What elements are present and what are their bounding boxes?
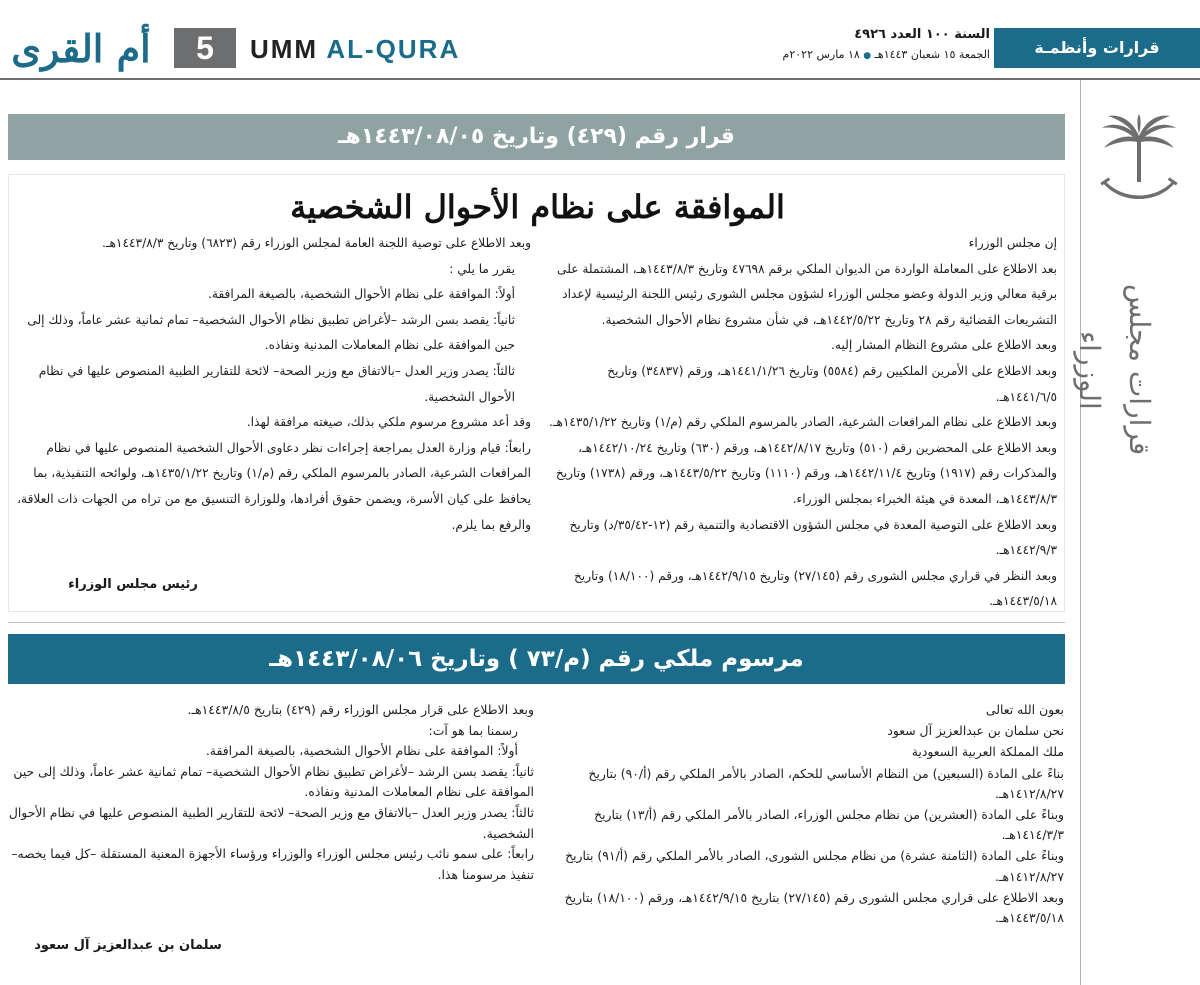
decision-body — [8, 174, 1065, 612]
clause-first: أولاً: الموافقة على نظام الأحوال الشخصية، بالصيغة المرافقة. — [205, 743, 518, 759]
clause-second: ثانياً: يقصد بسن الرشد –لأغراض تطبيق نظام الأحوال الشخصية– تمام ثمانية عشر عاماً، وذلك إلى حين الموافقة على نظام المعاملات المدنية ونفاذه. — [27, 312, 515, 353]
decree-heading: رسمنا بما هو آت: — [428, 722, 518, 738]
king-signature: سلمان بن عبدالعزيز آل سعود — [34, 938, 222, 953]
clause-third: ثالثاً: يصدر وزير العدل –بالاتفاق مع وزير الصحة– لائحة للتقارير الطبية المنصوص عليها في نظام الأحوال الشخصية. — [8, 804, 534, 841]
paragraph: وبعد الاطلاع على مشروع النظام المشار إليه. — [831, 338, 1057, 353]
paragraph: نحن سلمان بن عبدالعزيز آل سعود — [887, 723, 1064, 739]
page-number: 5 — [174, 28, 236, 68]
clause-fourth: رابعاً: على سمو نائب رئيس مجلس الوزراء والوزراء ورؤساء الأجهزة المعنية المستقلة –كل فيما يخصه– تنفيذ مرسومنا هذا. — [11, 846, 534, 882]
paragraph: وبعد الاطلاع على قراري مجلس الشورى رقم (٢٧/١٤٥) بتاريخ ١٤٤٢/٩/١٥هـ، ورقم (١٨/١٠٠) بتاريخ ١٤٤٣/٥/١٨هـ. — [564, 889, 1064, 926]
masthead — [0, 0, 1200, 80]
paragraph: بعد الاطلاع على المعاملة الواردة من الديوان الملكي برقم ٤٧٦٩٨ وتاريخ ١٤٤٣/٨/٣هـ، المشتملة على برقية معالي وزير الدولة وعضو مجلس الوزراء لشؤون مجلس الشورى رئيس اللجنة الرئيسية لإعداد التشريعات القضائية رقم ٢٨ وتاريخ ١٤٤٢/٥/٢٢هـ، في شأن مشروع نظام الأحوال الشخصية. — [557, 261, 1057, 327]
umm-al-qura-english-logo — [250, 34, 460, 64]
date-gregorian: ١٨ مارس ٢٠٢٢م — [782, 48, 860, 61]
decision-left-column — [17, 231, 531, 538]
issue-info — [758, 26, 990, 64]
paragraph: ملك المملكة العربية السعودية — [911, 744, 1064, 760]
sidebar-divider — [1080, 80, 1081, 985]
clause-third: ثالثاً: يصدر وزير العدل –بالاتفاق مع وزير الصحة– لائحة للتقارير الطبية المنصوص عليها في نظام الأحوال الشخصية. — [38, 363, 515, 404]
paragraph: وبعد الاطلاع على المحضرين رقم (٥١٠) وتاريخ ١٤٤٢/٨/١٧هـ، ورقم (٦٣٠) وتاريخ ١٤٤٢/١٠/٢٤هـ، والمذكرات رقم (١٩١٧) وتاريخ ١٤٤٢/١١/٤هـ، ورقم (١١١٠) وتاريخ ١٤٤٣/٥/٢٢هـ، ورقم (١٧٣٨) وتاريخ ١٤٤٣/٨/٣هـ، المعدة في هيئة الخبراء بمجلس الوزراء. — [555, 440, 1057, 506]
decision-banner: قرار رقم (٤٢٩) وتاريخ ١٤٤٣/٠٨/٠٥هـ — [8, 114, 1065, 160]
decree-banner: مرسوم ملكي رقم (م/٧٣ ) وتاريخ ١٤٤٣/٠٨/٠٦هـ — [8, 634, 1065, 684]
decree-left-column — [8, 700, 534, 885]
logo-en-alqura: AL-QURA — [326, 34, 461, 64]
sidebar-title: قرارات مجلس الوزراء — [1073, 284, 1156, 456]
header-divider — [0, 78, 1200, 80]
decision-right-column — [545, 231, 1057, 615]
paragraph: وبعد الاطلاع على نظام المرافعات الشرعية، الصادر بالمرسوم الملكي رقم (م/١) وتاريخ ١٤٣٥/١/٢٢هـ. — [549, 415, 1057, 430]
bullet-dot-icon: ● — [863, 51, 872, 61]
umm-al-qura-arabic-logo: أم القرى — [11, 26, 151, 71]
decree-right-column — [546, 700, 1064, 929]
pm-signature: رئيس مجلس الوزراء — [68, 577, 198, 592]
issue-number: السنة ١٠٠ العدد ٤٩٢٦ — [854, 27, 990, 42]
decision-title: الموافقة على نظام الأحوال الشخصية — [290, 188, 785, 226]
paragraph: إن مجلس الوزراء — [968, 236, 1057, 250]
paragraph: وبعد الاطلاع على توصية اللجنة العامة لمجلس الوزراء رقم (٦٨٢٣) وتاريخ ١٤٤٣/٨/٣هـ. — [102, 236, 531, 250]
paragraph: وبعد الاطلاع على قرار مجلس الوزراء رقم (٤٢٩) بتاريخ ١٤٤٣/٨/٥هـ. — [187, 702, 534, 717]
paragraph: بناءً على المادة (السبعين) من النظام الأساسي للحكم، الصادر بالأمر الملكي رقم (أ/٩٠) بتاريخ ١٤١٢/٨/٢٧هـ. — [588, 765, 1064, 801]
paragraph: وبناءً على المادة (الثامنة عشرة) من نظام مجلس الشورى، الصادر بالأمر الملكي رقم (أ/٩١) بتاريخ ١٤١٢/٨/٢٧هـ. — [565, 848, 1064, 884]
paragraph: بعون الله تعالى — [985, 702, 1064, 717]
clause-second: ثانياً: يقصد بسن الرشد –لأغراض تطبيق نظام الأحوال الشخصية– تمام ثمانية عشر عاماً، وذلك إلى حين الموافقة على نظام المعاملات المدنية ونفاذه. — [13, 763, 534, 800]
clause-fourth: رابعاً: قيام وزارة العدل بمراجعة إجراءات نظر دعاوى الأحوال الشخصية المنصوص عليها في نظام المرافعات الشرعية، الصادر بالمرسوم الملكي رقم (م/١) وتاريخ ١٤٣٥/١/٢٢هـ، ولوائحه التنفيذية، بما يحافظ على كيان الأسرة، ويضمن حقوق أفرادها، وللوزارة التنسيق مع من تراه من الجهات ذات العلاقة، والرفع بما يلزم. — [17, 440, 531, 532]
paragraph: وقد أعد مشروع مرسوم ملكي بذلك، صيغته مرافقة لهذا. — [246, 415, 531, 430]
paragraph: وبعد النظر في قراري مجلس الشورى رقم (٢٧/١٤٥) وتاريخ ١٤٤٢/٩/١٥هـ، ورقم (١٨/١٠٠) وتاريخ ١٤٤٣/٥/١٨هـ. — [573, 568, 1057, 609]
date-hijri: الجمعة ١٥ شعبان ١٤٤٣هـ — [874, 48, 990, 61]
resolves-heading: يقرر ما يلي : — [449, 261, 515, 276]
sidebar — [1073, 80, 1200, 985]
section-label: قرارات وأنظمـة — [994, 28, 1200, 68]
logo-en-umm: UMM — [250, 34, 319, 64]
paragraph: وبعد الاطلاع على التوصية المعدة في مجلس الشؤون الاقتصادية والتنمية رقم (١٢-٣٥/٤٢/د) وتاريخ ١٤٤٢/٩/٣هـ. — [569, 517, 1057, 558]
paragraph: وبناءً على المادة (العشرين) من نظام مجلس الوزراء، الصادر بالأمر الملكي رقم (أ/١٣) بتاريخ ١٤١٤/٣/٣هـ. — [594, 807, 1064, 843]
paragraph: وبعد الاطلاع على الأمرين الملكيين رقم (٥٥٨٤) وتاريخ ١٤٤١/١/٢٦هـ، ورقم (٣٤٨٣٧) وتاريخ ١٤٤١/٦/٥هـ. — [607, 363, 1057, 404]
issue-date — [758, 47, 990, 64]
section-divider — [8, 622, 1065, 623]
clause-first: أولاً: الموافقة على نظام الأحوال الشخصية، بالصيغة المرافقة. — [207, 287, 515, 302]
saudi-emblem-icon — [1098, 114, 1180, 210]
